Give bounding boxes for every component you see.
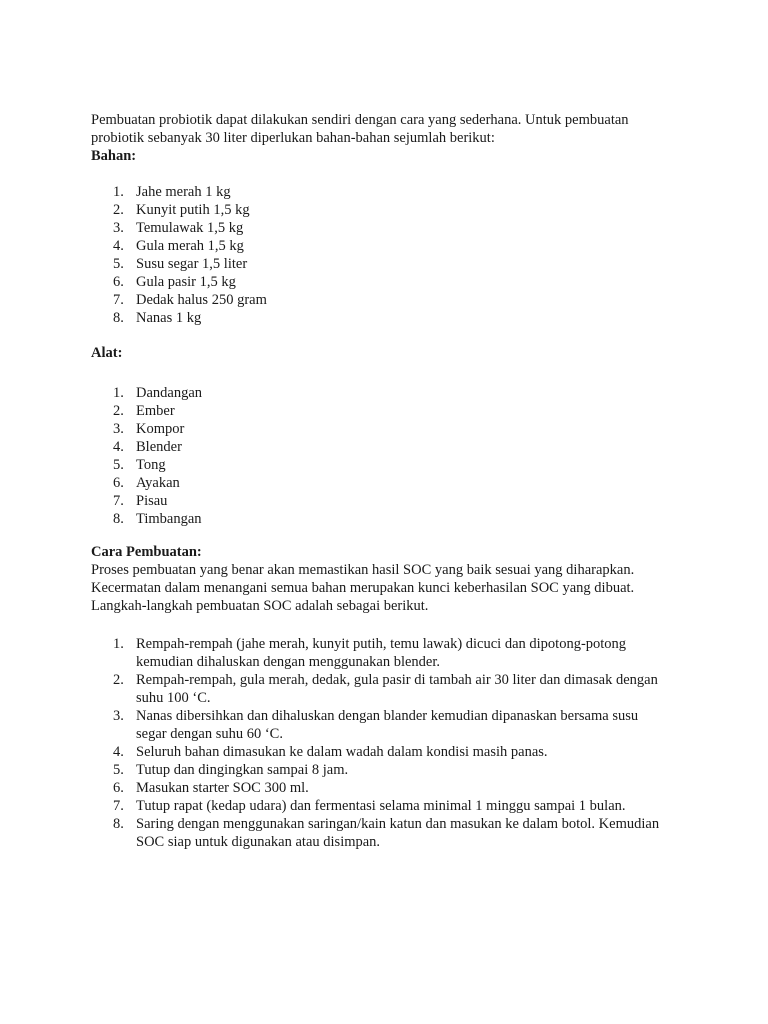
intro-paragraph: Pembuatan probiotik dapat dilakukan sendiri dengan cara yang sederhana. Untuk pembuatan probiotik sebanyak 30 liter diperlukan bahan-bahan sejumlah berikut: bbox=[91, 112, 629, 146]
list-item: 1. Dandangan bbox=[113, 385, 203, 401]
list-item: 3. Nanas dibersihkan dan dihaluskan dengan blander kemudian dipanaskan bersama susu segar dengan suhu 60 ‘C. bbox=[113, 708, 639, 742]
list-item: 4. Gula merah 1,5 kg bbox=[113, 238, 244, 254]
document-body bbox=[91, 111, 671, 851]
list-item: 7. Dedak halus 250 gram bbox=[113, 292, 267, 308]
bahan-list bbox=[91, 183, 671, 327]
list-item: 1. Rempah-rempah (jahe merah, kunyit putih, temu lawak) dicuci dan dipotong-potong kemudian dihaluskan dengan menggunakan blender. bbox=[113, 636, 627, 670]
list-item: 5. Tutup dan dingingkan sampai 8 jam. bbox=[113, 762, 349, 778]
alat-heading: Alat: bbox=[91, 345, 123, 361]
list-item: 3. Temulawak 1,5 kg bbox=[113, 220, 244, 236]
list-item: 3. Kompor bbox=[113, 421, 185, 437]
cara-steps-list bbox=[91, 635, 671, 851]
list-item: 8. Nanas 1 kg bbox=[113, 310, 202, 326]
list-item: 4. Blender bbox=[113, 439, 182, 455]
cara-heading: Cara Pembuatan: bbox=[91, 544, 202, 560]
list-item: 5. Tong bbox=[113, 457, 166, 473]
cara-paragraph: Proses pembuatan yang benar akan memastikan hasil SOC yang baik sesuai yang diharapkan. Kecermatan dalam menangani semua bahan merupakan kunci keberhasilan SOC yang dibuat. Langkah-langkah pembuatan SOC adalah sebagai berikut. bbox=[91, 562, 635, 614]
list-item: 2. Kunyit putih 1,5 kg bbox=[113, 202, 250, 218]
list-item: 5. Susu segar 1,5 liter bbox=[113, 256, 248, 272]
list-item: 7. Pisau bbox=[113, 493, 168, 509]
list-item: 6. Gula pasir 1,5 kg bbox=[113, 274, 236, 290]
list-item: 1. Jahe merah 1 kg bbox=[113, 184, 231, 200]
alat-list bbox=[91, 384, 671, 528]
bahan-heading: Bahan: bbox=[91, 148, 137, 164]
list-item: 2. Ember bbox=[113, 403, 175, 419]
list-item: 8. Saring dengan menggunakan saringan/kain katun dan masukan ke dalam botol. Kemudian SOC siap untuk digunakan atau disimpan. bbox=[113, 816, 660, 850]
list-item: 6. Ayakan bbox=[113, 475, 180, 491]
list-item: 2. Rempah-rempah, gula merah, dedak, gula pasir di tambah air 30 liter dan dimasak dengan suhu 100 ‘C. bbox=[113, 672, 658, 706]
list-item: 4. Seluruh bahan dimasukan ke dalam wadah dalam kondisi masih panas. bbox=[113, 744, 548, 760]
list-item: 6. Masukan starter SOC 300 ml. bbox=[113, 780, 309, 796]
list-item: 8. Timbangan bbox=[113, 511, 202, 527]
list-item: 7. Tutup rapat (kedap udara) dan fermentasi selama minimal 1 minggu sampai 1 bulan. bbox=[113, 798, 626, 814]
